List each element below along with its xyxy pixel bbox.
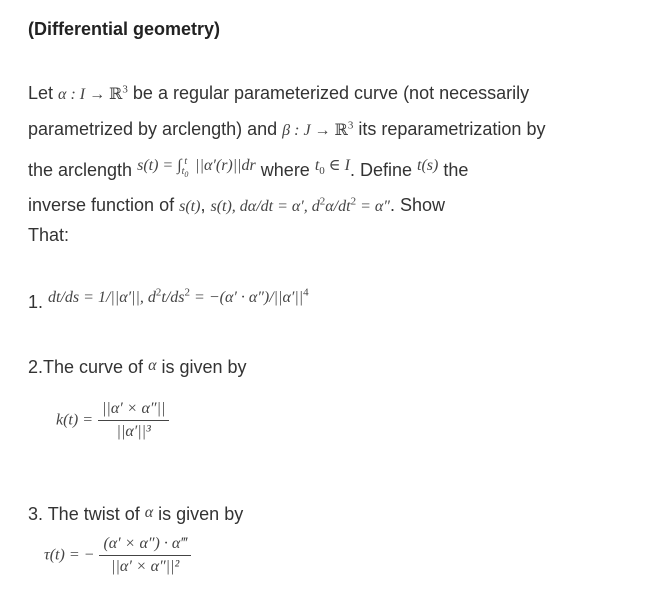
intro-line-4 bbox=[28, 195, 445, 216]
text-reparametrization: its reparametrization by bbox=[358, 119, 546, 139]
beta-definition: β : J → ℝ$^3$ bbox=[282, 119, 354, 139]
item-3-heading bbox=[28, 504, 243, 525]
text-arclength: the arclength bbox=[28, 160, 133, 180]
torsion-fraction bbox=[99, 535, 191, 576]
curvature-formula bbox=[56, 400, 169, 441]
item-2-text-before: 2.The curve of bbox=[28, 357, 144, 377]
text-parametrized: parametrized by arclength) and bbox=[28, 119, 278, 139]
text-let: Let bbox=[28, 83, 54, 103]
arclength-formula: $s(t) = \int_{t_0}^t$ ||α′(r)||dr bbox=[137, 155, 256, 180]
torsion-lhs: τ(t) = − bbox=[44, 546, 95, 564]
item-1-formula: dt/ds = 1/||α′||, $d^2t/ds^2 = -(\alpha' \cdot \alpha'')/||\alpha'||^4$ bbox=[48, 286, 309, 306]
text-define: . Define bbox=[349, 160, 413, 180]
s-of-t: s(t) bbox=[179, 198, 201, 215]
curvature-numerator: ||α′ × α″|| bbox=[98, 400, 169, 421]
alpha-symbol: α bbox=[144, 504, 154, 521]
t0-in-I: $t_0$ ∈ I bbox=[314, 157, 350, 178]
text-inverse: inverse function of bbox=[28, 195, 175, 215]
item-2-text-after: is given by bbox=[161, 357, 247, 377]
intro-line-2 bbox=[28, 119, 545, 140]
text-show: . Show bbox=[389, 195, 445, 215]
item-1 bbox=[28, 286, 309, 312]
curvature-lhs: k(t) = bbox=[56, 411, 93, 429]
alpha-symbol: α bbox=[148, 357, 157, 374]
text-regular-curve: be a regular parameterized curve (not necessarily bbox=[132, 83, 530, 103]
text-that: That: bbox=[28, 225, 70, 245]
intro-line-3 bbox=[28, 155, 469, 185]
alpha-definition: α : I → ℝ$^3$ bbox=[58, 83, 128, 103]
curvature-fraction bbox=[98, 400, 169, 441]
text-where: where bbox=[260, 160, 310, 180]
item-1-number: 1. bbox=[28, 292, 44, 312]
text-comma: , bbox=[200, 195, 206, 215]
item-3-text-before: 3. The twist of bbox=[28, 504, 140, 524]
derivative-definitions: s(t), dα/dt = α′, $d^2\alpha/dt^2 = \alpha''$ bbox=[210, 195, 390, 215]
text-the: the bbox=[443, 160, 469, 180]
page-title: (Differential geometry) bbox=[28, 19, 221, 39]
intro-line-1 bbox=[28, 83, 529, 104]
torsion-numerator: (α′ × α″) · α‴ bbox=[99, 535, 191, 556]
item-2-heading bbox=[28, 357, 247, 378]
intro-line-5 bbox=[28, 225, 69, 246]
curvature-denominator: ||α′||³ bbox=[116, 423, 151, 440]
torsion-denominator: ||α′ × α″||² bbox=[111, 558, 180, 575]
torsion-formula bbox=[44, 535, 191, 576]
item-3-text-after: is given by bbox=[158, 504, 244, 524]
t-of-s: t(s) bbox=[417, 157, 439, 174]
